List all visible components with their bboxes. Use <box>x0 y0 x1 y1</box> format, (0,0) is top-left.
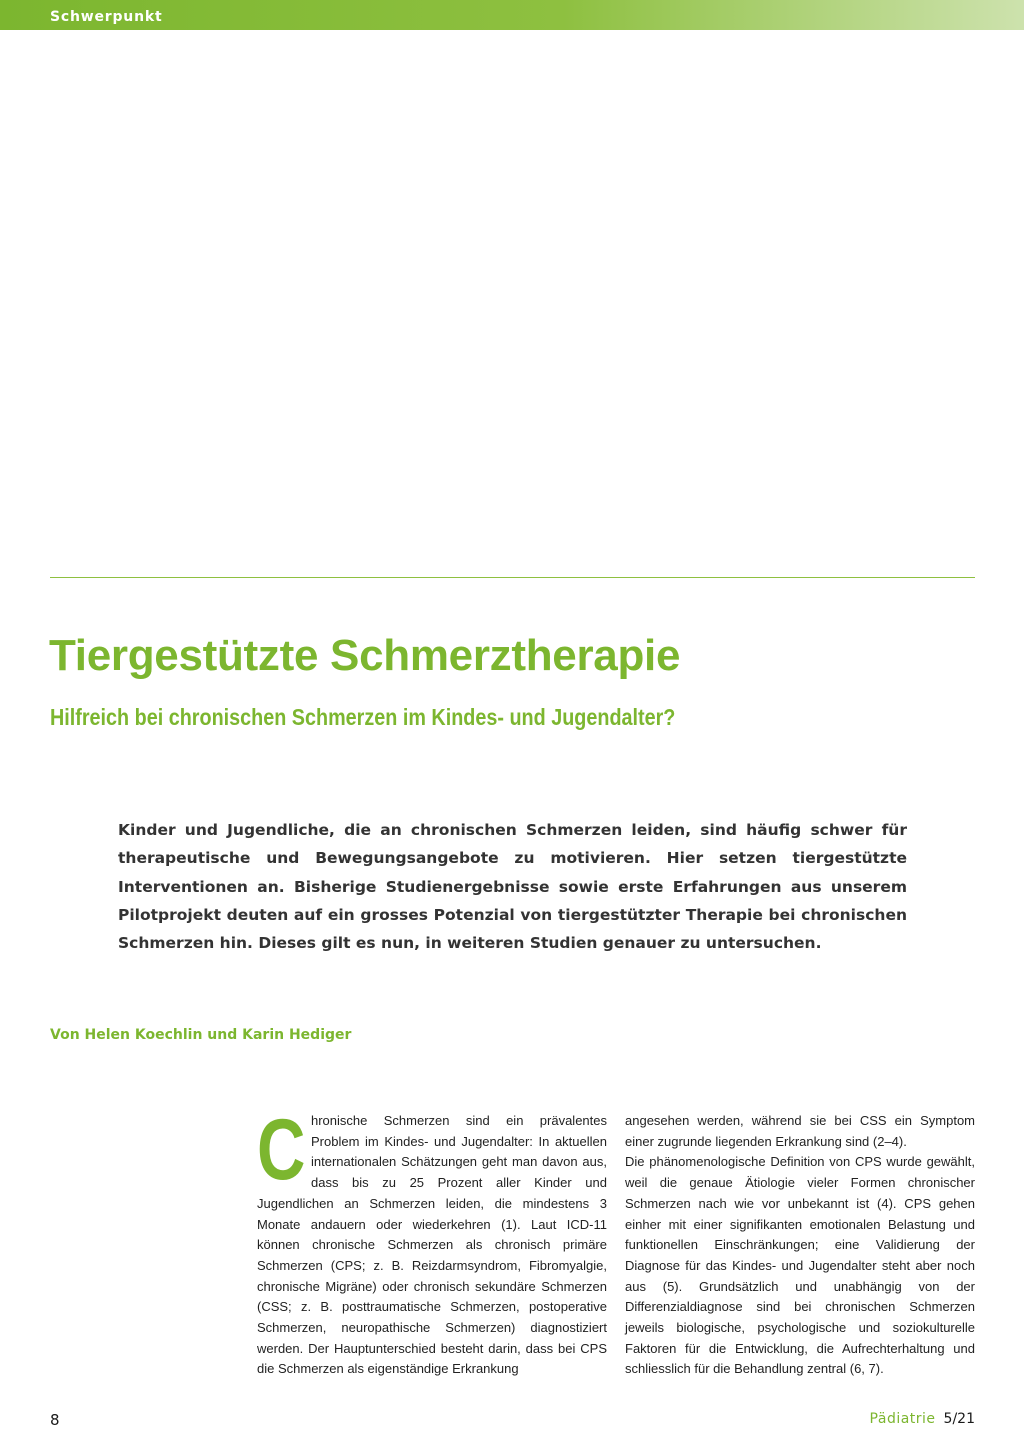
section-label: Schwerpunkt <box>50 9 163 25</box>
article-subtitle: Hilfreich bei chronischen Schmerzen im Kindes- und Jugendalter? <box>50 704 676 730</box>
footer-publication <box>870 1411 975 1427</box>
title-divider <box>50 577 975 578</box>
issue-number: 5/21 <box>943 1411 975 1427</box>
drop-cap: C <box>257 1102 306 1198</box>
magazine-name: Pädiatrie <box>869 1411 936 1427</box>
body-column-left <box>257 1102 607 1380</box>
body-column-right <box>625 1111 975 1380</box>
page-number: 8 <box>50 1411 60 1429</box>
article-lead: Kinder und Jugendliche, die an chronischen Schmerzen leiden, sind häufig schwer für therapeutische und Bewegungsangebote zu motivieren. Hier setzen tiergestützte Interventionen an. Bisherige Studienergebnisse sowie erste Erfahrungen aus unserem Pilotprojekt deuten auf ein grosses Potenzial von tiergestützter Therapie bei chronischen Schmerzen hin. Dieses gilt es nun, in weiteren Studien genauer zu untersuchen. <box>118 821 907 953</box>
article-title: Tiergestützte Schmerztherapie <box>49 631 681 680</box>
article-byline: Von Helen Koechlin und Karin Hediger <box>50 1027 352 1043</box>
body-paragraph: Die phänomenologische Definition von CPS wurde gewählt, weil die genaue Ätiologie vieler Formen chronischer Schmerzen nach wie vor unbekannt ist (4). CPS gehen einher mit einer signifikanten emotionalen Belastung und funktionellen Einschränkungen; eine Validierung der Diagnose für das Kindes- und Jugendalter steht aber noch aus (5). Grundsätzlich und unabhängig von der Differenzialdiagnose sind bei chronischen Schmerzen jeweils biologische, psychologische und soziokulturelle Faktoren für die Entwicklung, die Aufrechterhaltung und schliesslich für die Behandlung zentral (6, 7). <box>625 1154 975 1377</box>
body-paragraph: angesehen werden, während sie bei CSS ein Symptom einer zugrunde liegenden Erkrankung sind (2–4). <box>625 1113 975 1149</box>
section-header-bar <box>0 0 1024 30</box>
body-paragraph: hronische Schmerzen sind ein prävalentes Problem im Kindes- und Jugendalter: In aktuellen internationalen Schätzungen geht man davon aus, dass bis zu 25 Prozent aller Kinder und Jugendlichen an Schmerzen leiden, die mindestens 3 Monate andauern oder wiederkehren (1). Laut ICD-11 können chronische Schmerzen als chronisch primäre Schmerzen (CPS; z. B. Reizdarmsyndrom, Fibromyalgie, chronische Migräne) oder chronisch sekundäre Schmerzen (CSS; z. B. posttraumatische Schmerzen, postoperative Schmerzen, neuropathische Schmerzen) diagnostiziert werden. Der Hauptunterschied besteht darin, dass bei CPS die Schmerzen als eigenständige Erkrankung <box>257 1113 607 1377</box>
